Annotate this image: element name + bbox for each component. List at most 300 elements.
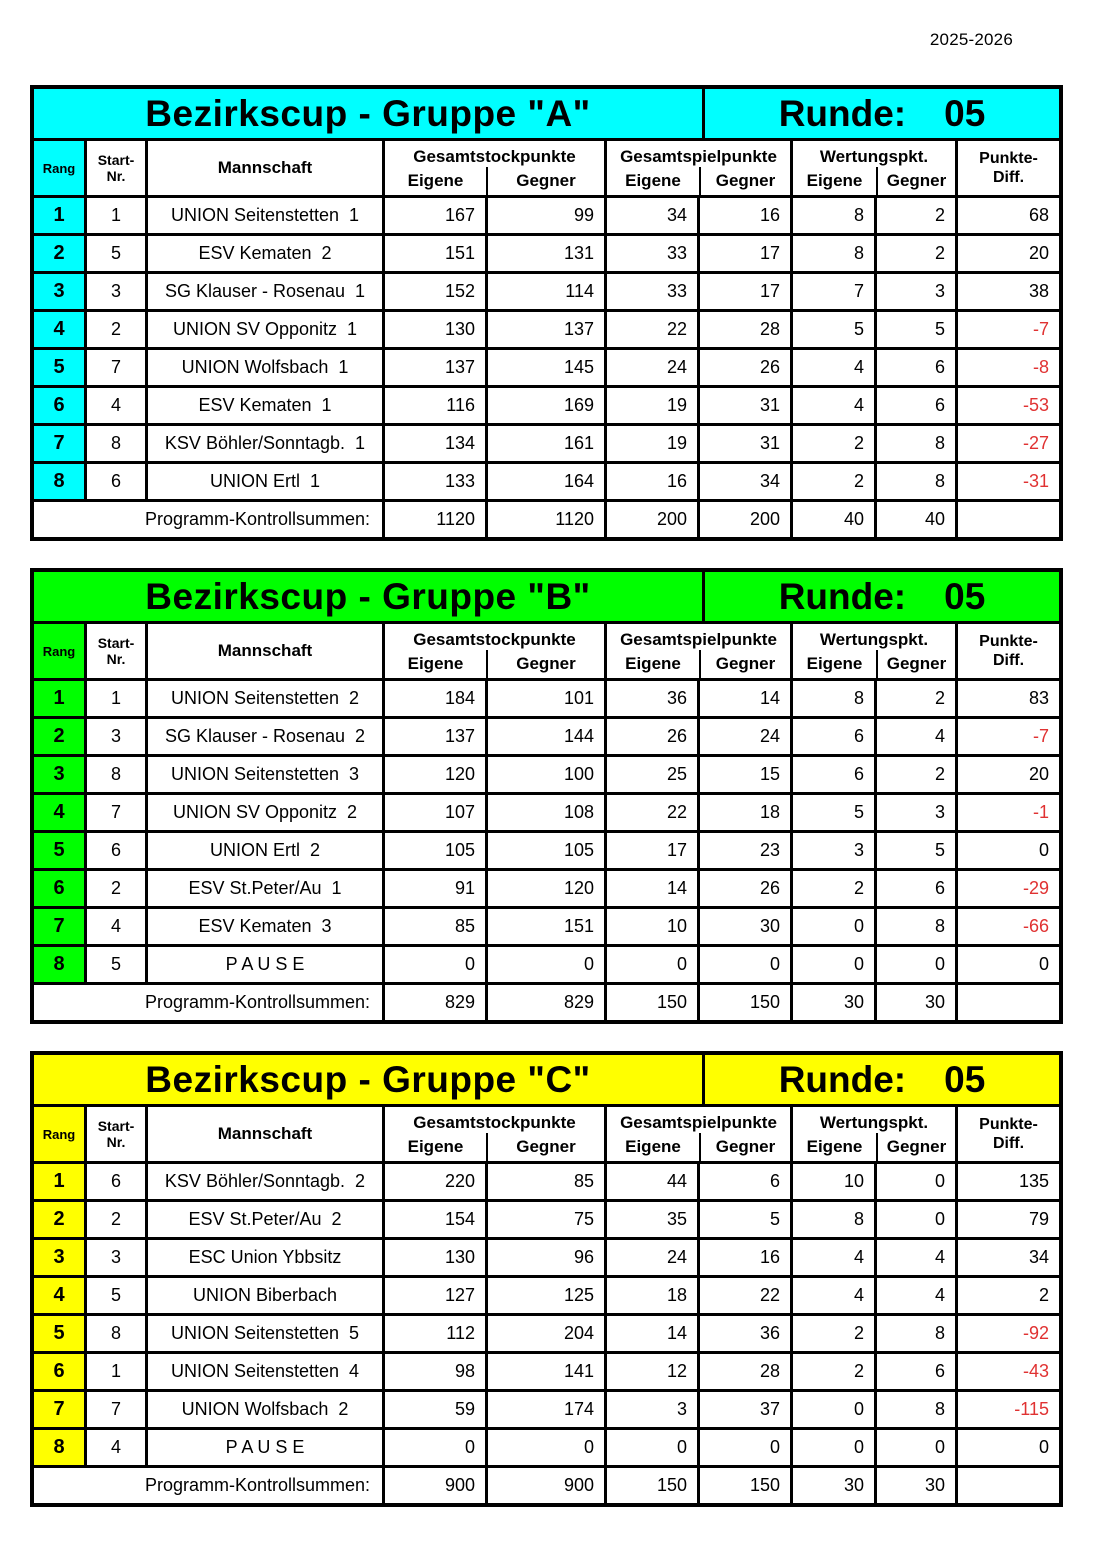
spiel-g-cell: 28 [700, 1354, 790, 1389]
wert-e-cell: 2 [793, 464, 874, 499]
start-nr-cell: 1 [87, 1354, 145, 1389]
stock-e-cell: 105 [385, 833, 485, 868]
kontrollsumme-cell: 40 [877, 502, 955, 537]
team-cell: P A U S E [148, 947, 382, 982]
wert-e-cell: 4 [793, 1278, 874, 1313]
start-nr-cell: 2 [87, 871, 145, 906]
group-b-title: Bezirkscup - Gruppe "B" [34, 572, 702, 621]
team-cell: KSV Böhler/Sonntagb. 2 [148, 1164, 382, 1199]
gegner-header-label: Gegner [699, 167, 790, 195]
start-nr-cell: 1 [87, 198, 145, 233]
stock-e-cell: 127 [385, 1278, 485, 1313]
gesamtstockpunkte-subheader [385, 650, 604, 678]
header-row [34, 624, 1059, 678]
stock-g-cell: 161 [488, 426, 604, 461]
stock-e-cell: 85 [385, 909, 485, 944]
kontrollsummen-empty-cell [958, 502, 1059, 537]
spiel-g-cell: 16 [700, 1240, 790, 1275]
group-a-banner [34, 89, 1059, 138]
spiel-e-cell: 18 [607, 1278, 697, 1313]
wert-g-cell: 6 [877, 871, 955, 906]
stock-g-cell: 96 [488, 1240, 604, 1275]
punkte-diff-header-line2: Diff. [992, 652, 1025, 669]
gegner-header-label: Gegner [486, 1133, 604, 1161]
rank-cell: 2 [34, 719, 84, 754]
wert-e-cell: 4 [793, 1240, 874, 1275]
wert-g-cell: 2 [877, 757, 955, 792]
runde-value: 05 [944, 1058, 986, 1100]
eigene-header-label: Eigene [625, 171, 681, 190]
mannschaft-header: Mannschaft [148, 1107, 382, 1161]
wert-e-cell: 4 [793, 350, 874, 385]
rank-cell: 6 [34, 1354, 84, 1389]
punkte-diff-cell: -29 [958, 871, 1059, 906]
rank-cell: 7 [34, 909, 84, 944]
gesamtspielpunkte-header [607, 1107, 790, 1161]
start-nr-cell: 5 [87, 947, 145, 982]
eigene-header-label: Eigene [407, 654, 464, 673]
start-nr-header-line2: Nr. [106, 651, 126, 667]
kontrollsumme-cell: 1120 [385, 502, 485, 537]
rank-cell: 4 [34, 1278, 84, 1313]
rank-cell: 5 [34, 833, 84, 868]
rank-cell: 7 [34, 426, 84, 461]
spiel-e-cell: 17 [607, 833, 697, 868]
kontrollsummen-row [34, 1468, 1059, 1503]
punkte-diff-header-line2: Diff. [992, 169, 1025, 186]
wertungspkt-header [793, 1107, 955, 1161]
rank-cell: 5 [34, 350, 84, 385]
start-nr-header-line2: Nr. [106, 168, 126, 184]
spiel-e-cell: 33 [607, 274, 697, 309]
stock-e-cell: 137 [385, 350, 485, 385]
spiel-e-cell: 22 [607, 312, 697, 347]
rank-cell: 4 [34, 312, 84, 347]
eigene-header-label: Eigene [407, 1137, 464, 1156]
spiel-e-cell: 16 [607, 464, 697, 499]
spiel-e-cell: 25 [607, 757, 697, 792]
table-row [34, 198, 1059, 233]
kontrollsummen-empty-cell [958, 1468, 1059, 1503]
punkte-diff-cell: 83 [958, 681, 1059, 716]
wert-g-cell: 5 [877, 312, 955, 347]
start-nr-cell: 2 [87, 1202, 145, 1237]
spiel-g-cell: 23 [700, 833, 790, 868]
season-label: 2025-2026 [929, 30, 1013, 49]
start-nr-cell: 6 [87, 464, 145, 499]
group-table-b [30, 568, 1063, 1024]
table-row [34, 464, 1059, 499]
wert-g-cell: 2 [877, 198, 955, 233]
punkte-diff-cell: 68 [958, 198, 1059, 233]
start-nr-cell: 5 [87, 1278, 145, 1313]
gesamtspielpunkte-subheader [607, 167, 790, 195]
start-nr-header [87, 141, 145, 195]
punkte-diff-header-line1: Punkte- [979, 632, 1038, 650]
wertungspkt-subheader [793, 1133, 955, 1161]
spiel-e-cell: 24 [607, 350, 697, 385]
table-row [34, 757, 1059, 792]
table-row [34, 1278, 1059, 1313]
wert-g-cell: 8 [877, 464, 955, 499]
stock-g-cell: 174 [488, 1392, 604, 1427]
kontrollsummen-label: Programm-Kontrollsummen: [34, 985, 382, 1020]
kontrollsumme-cell: 829 [488, 985, 604, 1020]
start-nr-cell: 1 [87, 681, 145, 716]
rank-cell: 8 [34, 947, 84, 982]
stock-e-cell: 151 [385, 236, 485, 271]
rank-cell: 1 [34, 681, 84, 716]
punkte-diff-cell: -115 [958, 1392, 1059, 1427]
runde-cell [705, 1055, 1059, 1104]
punkte-diff-cell: -8 [958, 350, 1059, 385]
kontrollsumme-cell: 1120 [488, 502, 604, 537]
wert-g-cell: 0 [877, 947, 955, 982]
stock-e-cell: 154 [385, 1202, 485, 1237]
wertungspkt-subheader [793, 167, 955, 195]
table-row [34, 1164, 1059, 1199]
team-cell: UNION SV Opponitz 1 [148, 312, 382, 347]
spiel-g-cell: 28 [700, 312, 790, 347]
rank-cell: 4 [34, 795, 84, 830]
stock-g-cell: 141 [488, 1354, 604, 1389]
gesamtstockpunkte-subheader [385, 167, 604, 195]
mannschaft-header: Mannschaft [148, 624, 382, 678]
spiel-e-cell: 34 [607, 198, 697, 233]
team-cell: P A U S E [148, 1430, 382, 1465]
wert-e-cell: 6 [793, 757, 874, 792]
gesamtstockpunkte-header-label: Gesamtstockpunkte [413, 147, 576, 166]
wert-g-cell: 3 [877, 795, 955, 830]
team-cell: ESV St.Peter/Au 2 [148, 1202, 382, 1237]
table-row [34, 274, 1059, 309]
stock-e-cell: 0 [385, 1430, 485, 1465]
punkte-diff-cell: -1 [958, 795, 1059, 830]
stock-e-cell: 167 [385, 198, 485, 233]
stock-g-cell: 75 [488, 1202, 604, 1237]
wert-e-cell: 5 [793, 312, 874, 347]
rang-header: Rang [34, 141, 84, 195]
punkte-diff-cell: -53 [958, 388, 1059, 423]
wert-g-cell: 6 [877, 388, 955, 423]
punkte-diff-cell: -43 [958, 1354, 1059, 1389]
stock-g-cell: 101 [488, 681, 604, 716]
wert-g-cell: 2 [877, 236, 955, 271]
table-row [34, 426, 1059, 461]
spiel-e-cell: 19 [607, 388, 697, 423]
punkte-diff-cell: 79 [958, 1202, 1059, 1237]
gesamtspielpunkte-header-label: Gesamtspielpunkte [620, 147, 777, 166]
eigene-header-label: Eigene [407, 171, 464, 190]
team-cell: UNION Wolfsbach 2 [148, 1392, 382, 1427]
punkte-diff-cell: 0 [958, 947, 1059, 982]
spiel-e-cell: 10 [607, 909, 697, 944]
punkte-diff-header [958, 141, 1059, 195]
team-cell: ESV Kematen 2 [148, 236, 382, 271]
gesamtstockpunkte-header [385, 141, 604, 195]
stock-e-cell: 59 [385, 1392, 485, 1427]
stock-e-cell: 107 [385, 795, 485, 830]
start-nr-header-line2: Nr. [106, 1134, 126, 1150]
mannschaft-header: Mannschaft [148, 141, 382, 195]
stock-g-cell: 145 [488, 350, 604, 385]
wert-g-cell: 6 [877, 350, 955, 385]
wert-g-cell: 2 [877, 681, 955, 716]
wert-g-cell: 5 [877, 833, 955, 868]
stock-e-cell: 134 [385, 426, 485, 461]
eigene-header-label: Eigene [806, 171, 863, 190]
gesamtspielpunkte-header-label: Gesamtspielpunkte [620, 1113, 777, 1132]
kontrollsumme-cell: 200 [607, 502, 697, 537]
wertungspkt-header-label: Wertungspkt. [819, 630, 929, 649]
kontrollsummen-empty-cell [958, 985, 1059, 1020]
rang-header: Rang [34, 624, 84, 678]
table-row [34, 350, 1059, 385]
kontrollsumme-cell: 900 [385, 1468, 485, 1503]
spiel-e-cell: 26 [607, 719, 697, 754]
punkte-diff-cell: 0 [958, 1430, 1059, 1465]
kontrollsumme-cell: 150 [607, 1468, 697, 1503]
stock-g-cell: 144 [488, 719, 604, 754]
group-table-a [30, 85, 1063, 541]
wert-g-cell: 8 [877, 426, 955, 461]
punkte-diff-cell: 34 [958, 1240, 1059, 1275]
table-row [34, 719, 1059, 754]
start-nr-cell: 6 [87, 1164, 145, 1199]
start-nr-cell: 4 [87, 909, 145, 944]
wert-g-cell: 0 [877, 1430, 955, 1465]
stock-g-cell: 151 [488, 909, 604, 944]
spiel-g-cell: 15 [700, 757, 790, 792]
punkte-diff-cell: -27 [958, 426, 1059, 461]
stock-g-cell: 100 [488, 757, 604, 792]
stock-e-cell: 130 [385, 1240, 485, 1275]
stock-e-cell: 184 [385, 681, 485, 716]
header-row [34, 141, 1059, 195]
stock-e-cell: 137 [385, 719, 485, 754]
wert-e-cell: 2 [793, 426, 874, 461]
stock-e-cell: 0 [385, 947, 485, 982]
kontrollsummen-row [34, 502, 1059, 537]
wert-g-cell: 0 [877, 1164, 955, 1199]
table-row [34, 795, 1059, 830]
rank-cell: 5 [34, 1316, 84, 1351]
stock-e-cell: 120 [385, 757, 485, 792]
wert-g-cell: 6 [877, 1354, 955, 1389]
gegner-header-label: Gegner [486, 167, 604, 195]
gesamtstockpunkte-header [385, 1107, 604, 1161]
team-cell: UNION Seitenstetten 1 [148, 198, 382, 233]
wert-e-cell: 0 [793, 1430, 874, 1465]
wert-g-cell: 4 [877, 1278, 955, 1313]
runde-value: 05 [944, 575, 986, 617]
spiel-g-cell: 18 [700, 795, 790, 830]
runde-label: Runde: [778, 1058, 907, 1100]
spiel-g-cell: 16 [700, 198, 790, 233]
punkte-diff-header [958, 624, 1059, 678]
rank-cell: 8 [34, 1430, 84, 1465]
gesamtspielpunkte-subheader [607, 1133, 790, 1161]
team-cell: UNION SV Opponitz 2 [148, 795, 382, 830]
spiel-e-cell: 44 [607, 1164, 697, 1199]
team-cell: ESV Kematen 1 [148, 388, 382, 423]
eigene-header-label: Eigene [625, 654, 681, 673]
table-row [34, 909, 1059, 944]
start-nr-cell: 4 [87, 388, 145, 423]
punkte-diff-cell: -7 [958, 312, 1059, 347]
stock-g-cell: 99 [488, 198, 604, 233]
table-row [34, 312, 1059, 347]
team-cell: UNION Seitenstetten 2 [148, 681, 382, 716]
rank-cell: 8 [34, 464, 84, 499]
wert-e-cell: 4 [793, 388, 874, 423]
stock-e-cell: 133 [385, 464, 485, 499]
wert-e-cell: 2 [793, 1354, 874, 1389]
team-cell: ESC Union Ybbsitz [148, 1240, 382, 1275]
table-row [34, 1240, 1059, 1275]
team-cell: SG Klauser - Rosenau 1 [148, 274, 382, 309]
kontrollsumme-cell: 150 [700, 985, 790, 1020]
kontrollsumme-cell: 30 [877, 1468, 955, 1503]
start-nr-cell: 5 [87, 236, 145, 271]
kontrollsumme-cell: 30 [793, 985, 874, 1020]
stock-e-cell: 91 [385, 871, 485, 906]
stock-e-cell: 152 [385, 274, 485, 309]
spiel-e-cell: 14 [607, 871, 697, 906]
kontrollsummen-label: Programm-Kontrollsummen: [34, 502, 382, 537]
rank-cell: 6 [34, 388, 84, 423]
punkte-diff-cell: 2 [958, 1278, 1059, 1313]
group-table-c [30, 1051, 1063, 1507]
wertungspkt-subheader [793, 650, 955, 678]
rank-cell: 1 [34, 198, 84, 233]
stock-e-cell: 98 [385, 1354, 485, 1389]
spiel-g-cell: 37 [700, 1392, 790, 1427]
spiel-g-cell: 22 [700, 1278, 790, 1313]
punkte-diff-header-line1: Punkte- [979, 149, 1038, 167]
team-cell: UNION Seitenstetten 5 [148, 1316, 382, 1351]
table-row [34, 388, 1059, 423]
wertungspkt-header [793, 624, 955, 678]
rank-cell: 6 [34, 871, 84, 906]
wert-e-cell: 2 [793, 871, 874, 906]
gesamtspielpunkte-header [607, 624, 790, 678]
start-nr-header-line1: Start- [97, 634, 135, 651]
punkte-diff-header [958, 1107, 1059, 1161]
gegner-header-label: Gegner [486, 650, 604, 678]
wert-g-cell: 0 [877, 1202, 955, 1237]
punkte-diff-cell: 38 [958, 274, 1059, 309]
stock-g-cell: 108 [488, 795, 604, 830]
wertungspkt-header [793, 141, 955, 195]
punkte-diff-cell: -92 [958, 1316, 1059, 1351]
start-nr-cell: 3 [87, 719, 145, 754]
punkte-diff-cell: 0 [958, 833, 1059, 868]
rank-cell: 2 [34, 1202, 84, 1237]
eigene-header-label: Eigene [625, 1137, 681, 1156]
spiel-e-cell: 22 [607, 795, 697, 830]
wert-e-cell: 10 [793, 1164, 874, 1199]
rank-cell: 1 [34, 1164, 84, 1199]
group-a-title: Bezirkscup - Gruppe "A" [34, 89, 702, 138]
team-cell: UNION Ertl 1 [148, 464, 382, 499]
stock-g-cell: 0 [488, 947, 604, 982]
table-row [34, 681, 1059, 716]
gegner-header-label: Gegner [699, 650, 790, 678]
spiel-e-cell: 35 [607, 1202, 697, 1237]
group-c-title: Bezirkscup - Gruppe "C" [34, 1055, 702, 1104]
gesamtspielpunkte-header-label: Gesamtspielpunkte [620, 630, 777, 649]
wertungspkt-header-label: Wertungspkt. [819, 147, 929, 166]
team-cell: ESV Kematen 3 [148, 909, 382, 944]
punkte-diff-cell: -7 [958, 719, 1059, 754]
stock-g-cell: 204 [488, 1316, 604, 1351]
team-cell: UNION Ertl 2 [148, 833, 382, 868]
start-nr-header [87, 624, 145, 678]
team-cell: ESV St.Peter/Au 1 [148, 871, 382, 906]
team-cell: UNION Biberbach [148, 1278, 382, 1313]
spiel-g-cell: 6 [700, 1164, 790, 1199]
wert-e-cell: 2 [793, 1316, 874, 1351]
runde-cell [705, 572, 1059, 621]
wert-e-cell: 8 [793, 1202, 874, 1237]
rank-cell: 3 [34, 757, 84, 792]
wert-g-cell: 3 [877, 274, 955, 309]
rang-header: Rang [34, 1107, 84, 1161]
wert-e-cell: 6 [793, 719, 874, 754]
spiel-g-cell: 5 [700, 1202, 790, 1237]
kontrollsumme-cell: 150 [700, 1468, 790, 1503]
spiel-g-cell: 14 [700, 681, 790, 716]
wert-e-cell: 8 [793, 681, 874, 716]
spiel-g-cell: 31 [700, 388, 790, 423]
wert-g-cell: 8 [877, 1316, 955, 1351]
team-cell: UNION Wolfsbach 1 [148, 350, 382, 385]
spiel-e-cell: 12 [607, 1354, 697, 1389]
spiel-g-cell: 24 [700, 719, 790, 754]
group-b-banner [34, 572, 1059, 621]
spiel-g-cell: 0 [700, 947, 790, 982]
wert-g-cell: 8 [877, 1392, 955, 1427]
rank-cell: 7 [34, 1392, 84, 1427]
gesamtstockpunkte-header-label: Gesamtstockpunkte [413, 1113, 576, 1132]
spiel-e-cell: 0 [607, 1430, 697, 1465]
wert-e-cell: 0 [793, 1392, 874, 1427]
gegner-header-label: Gegner [876, 1133, 955, 1161]
spiel-g-cell: 36 [700, 1316, 790, 1351]
kontrollsumme-cell: 829 [385, 985, 485, 1020]
stock-e-cell: 220 [385, 1164, 485, 1199]
wert-e-cell: 8 [793, 198, 874, 233]
wert-e-cell: 0 [793, 909, 874, 944]
table-row [34, 1202, 1059, 1237]
team-cell: SG Klauser - Rosenau 2 [148, 719, 382, 754]
wert-g-cell: 8 [877, 909, 955, 944]
start-nr-cell: 7 [87, 1392, 145, 1427]
start-nr-header-line1: Start- [97, 1117, 135, 1134]
wert-g-cell: 4 [877, 1240, 955, 1275]
start-nr-cell: 8 [87, 426, 145, 461]
start-nr-cell: 8 [87, 757, 145, 792]
stock-g-cell: 120 [488, 871, 604, 906]
stock-e-cell: 116 [385, 388, 485, 423]
kontrollsumme-cell: 40 [793, 502, 874, 537]
punkte-diff-cell: 135 [958, 1164, 1059, 1199]
wert-e-cell: 3 [793, 833, 874, 868]
wertungspkt-header-label: Wertungspkt. [819, 1113, 929, 1132]
runde-label: Runde: [778, 575, 907, 617]
table-row [34, 1430, 1059, 1465]
